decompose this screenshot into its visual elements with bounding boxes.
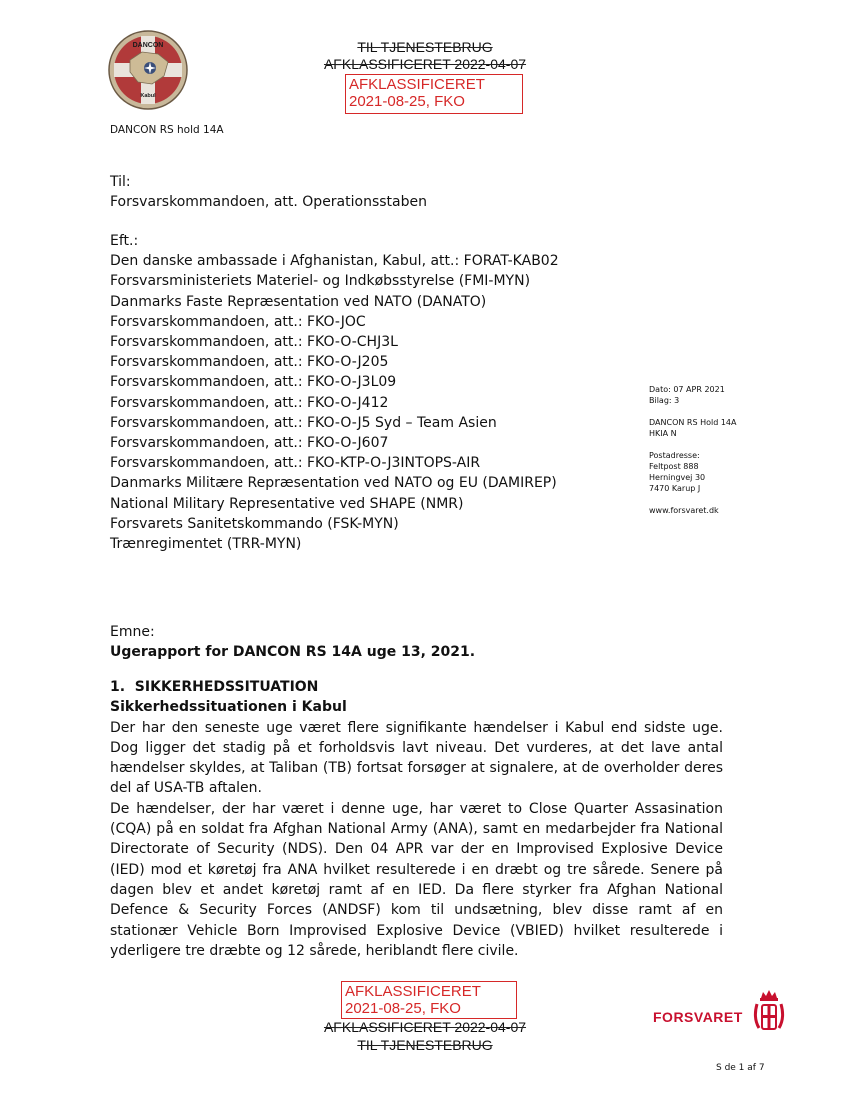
forsvaret-logo (653, 988, 789, 1034)
to-recipient: Forsvarskommandoen, att. Operationsstaben (110, 194, 427, 211)
subject-title: Ugerapport for DANCON RS 14A uge 13, 2021. (110, 644, 476, 661)
cc-recipient: Forsvarskommandoen, att.: FKO-O-J205 (110, 354, 389, 371)
stamp-date: 2021-08-25, FKO (345, 1000, 461, 1017)
cc-recipient: Forsvarets Sanitetskommando (FSK-MYN) (110, 515, 399, 532)
unit-caption: DANCON RS hold 14A (110, 124, 224, 136)
cc-recipient: Forsvarsministeriets Materiel- og Indkøbsstyrelse (FMI-MYN) (110, 273, 531, 290)
cc-recipient: Forsvarskommandoen, att.: FKO-JOC (110, 313, 366, 330)
info-unit: DANCON RS Hold 14A (649, 418, 737, 427)
classification-footer (0, 1036, 850, 1054)
crown-crest-icon (749, 988, 789, 1034)
classification-top-line2: AFKLASSIFICERET 2022-04-07 (323, 56, 527, 72)
document-info (649, 384, 736, 516)
info-address-label: Postadresse: (649, 451, 700, 460)
classification-bottom-line1: AFKLASSIFICERET 2022-04-07 (323, 1019, 527, 1035)
stamp-label: AFKLASSIFICERET (345, 983, 481, 1000)
svg-text:Kabul: Kabul (140, 93, 156, 99)
paragraph: De hændelser, der har været i denne uge, har været to Close Quarter Assasination (CQA) på en soldat fra Afghan National Army (ANA), samt en medarbejder fra National Directorate of Security (NDS). Den 04 APR var der en Improvised Explosive Device (IED) mod et køretøj fra ANA hvilket resulterede i en dræbt og tre sårede. Senere på dagen blev et andet køretøj ramt af en IED. Da flere styrker fra Afghan National Defence & Security Forces (ANDSF) kom til undsætning, blev disse ramt af en stationær Vehicle Born Improvised Explosive Device (VBIED) hvilket resulterede i yderligere tre dræbte og 12 sårede, heriblandt flere civile. (110, 800, 723, 959)
section-heading: 1. SIKKERHEDSSITUATION (110, 679, 319, 695)
cc-recipient: Forsvarskommandoen, att.: FKO-O-J3L09 (110, 374, 397, 391)
info-website: www.forsvaret.dk (649, 506, 719, 515)
cc-recipient: Forsvarskommandoen, att.: FKO-O-J412 (110, 394, 389, 411)
cc-recipient: National Military Representative ved SHAPE (NMR) (110, 495, 464, 512)
page-number: S de 1 af 7 (716, 1063, 765, 1073)
forsvaret-wordmark: FORSVARET (653, 1009, 743, 1025)
cc-block (110, 231, 630, 554)
cc-label: Eft.: (110, 233, 139, 249)
cc-recipient: Forsvarskommandoen, att.: FKO-KTP-O-J3INTOPS-AIR (110, 455, 481, 472)
cc-recipient: Trænregimentet (TRR-MYN) (110, 536, 302, 553)
info-address-line: 7470 Karup J (649, 484, 701, 493)
dancon-emblem-icon (108, 30, 188, 110)
info-address-line: Herningvej 30 (649, 473, 706, 482)
classification-top-line1: TIL TJENESTEBRUG (357, 39, 493, 55)
info-address-line: Feltpost 888 (649, 462, 699, 471)
cc-recipient: Den danske ambassade i Afghanistan, Kabul, att.: FORAT-KAB02 (110, 253, 559, 270)
to-block (110, 172, 630, 212)
section-security (110, 677, 723, 961)
dancon-logo (108, 30, 188, 110)
cc-recipient: Forsvarskommandoen, att.: FKO-O-J607 (110, 435, 389, 452)
info-date: Dato: 07 APR 2021 (649, 385, 725, 394)
cc-recipient: Danmarks Faste Repræsentation ved NATO (DANATO) (110, 293, 487, 310)
svg-text:DANCON: DANCON (132, 42, 164, 49)
stamp-date: 2021-08-25, FKO (349, 93, 465, 110)
paragraph: Der har den seneste uge været flere signifikante hændelser i Kabul end sidste uge. Dog ligger det stadig på et forholdsvis lavt niveau. Det vurderes, at det lave antal hændelser skyldes, at Taliban (TB) fortsat forsøger at signalere, at de overholder deres del af USA-TB aftalen. (110, 719, 723, 797)
stamp-label: AFKLASSIFICERET (349, 76, 485, 93)
cc-recipient: Danmarks Militære Repræsentation ved NATO og EU (DAMIREP) (110, 475, 557, 492)
classification-bottom-line2: TIL TJENESTEBRUG (357, 1037, 493, 1053)
section-subheading: Sikkerhedssituationen i Kabul (110, 699, 347, 716)
cc-recipient: Forsvarskommandoen, att.: FKO-O-J5 Syd – Team Asien (110, 414, 497, 431)
subject-label: Emne: (110, 624, 155, 640)
declassification-stamp-top (345, 74, 523, 114)
subject-block (110, 622, 723, 663)
info-appendix: Bilag: 3 (649, 396, 680, 405)
to-label: Til: (110, 174, 131, 190)
info-unit-code: HKIA N (649, 429, 677, 438)
declassification-stamp-bottom (341, 981, 517, 1019)
cc-recipient: Forsvarskommandoen, att.: FKO-O-CHJ3L (110, 334, 398, 351)
